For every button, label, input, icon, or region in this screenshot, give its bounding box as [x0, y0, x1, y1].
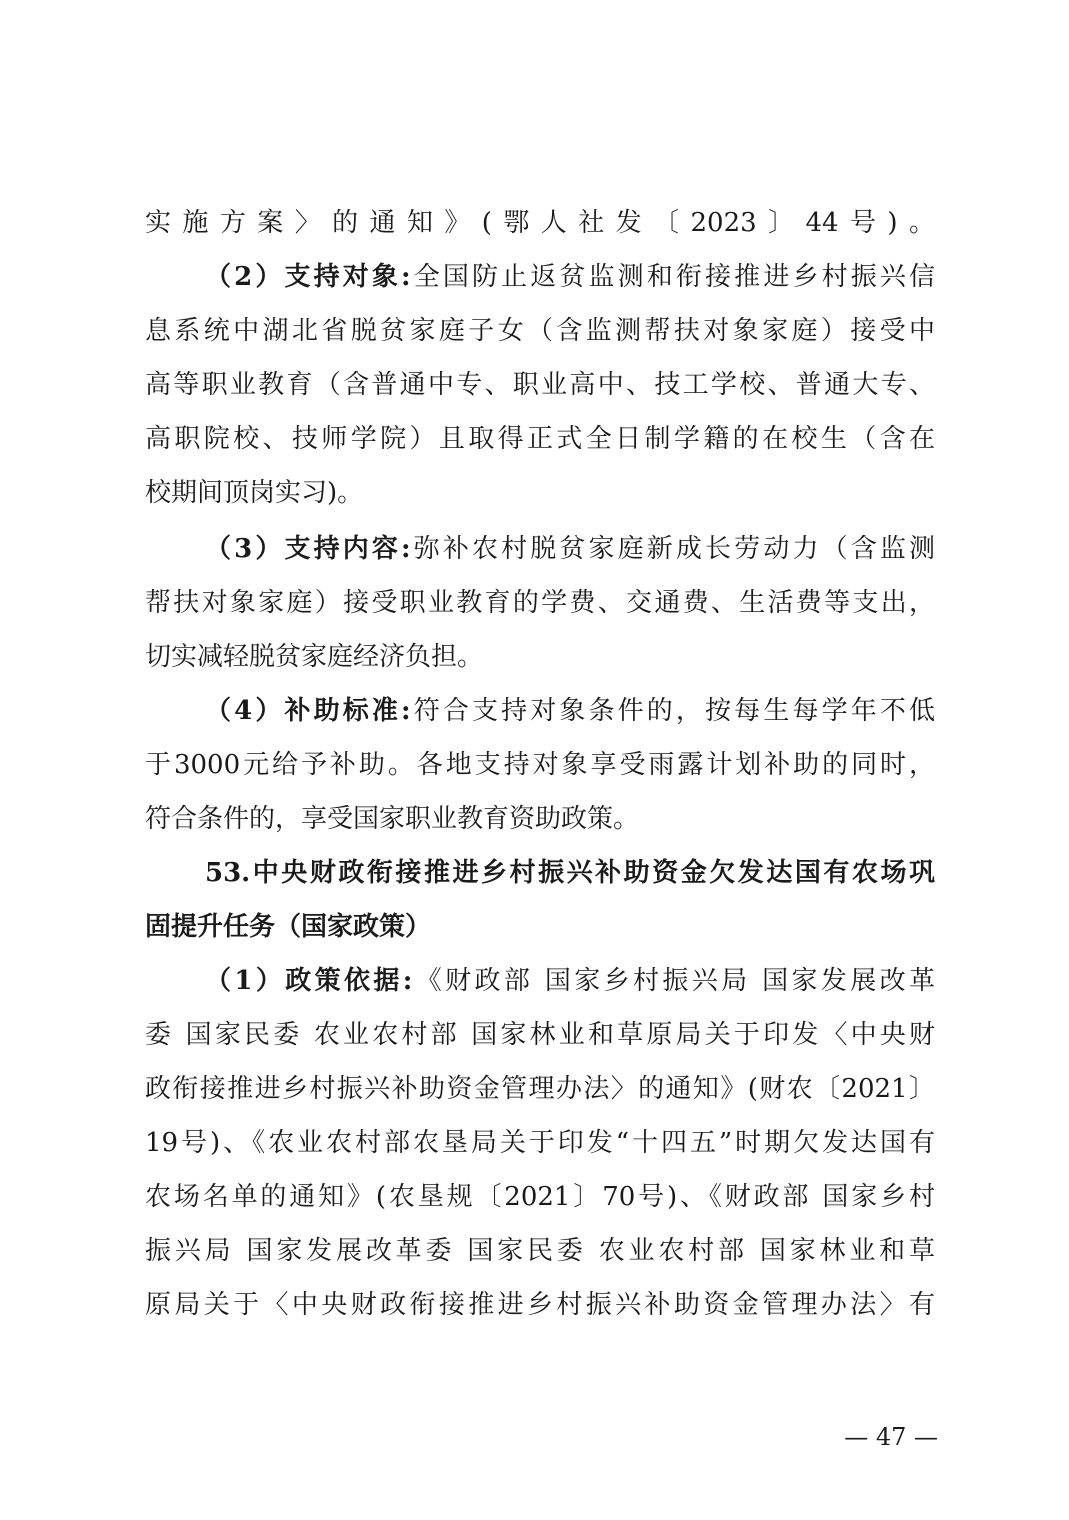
line-text: 委 国家民委 农业农村部 国家林业和草原局关于印发〈中央财 [145, 1020, 935, 1050]
body-line [205, 961, 935, 1001]
body-line [145, 745, 935, 785]
line-text: 符合支持对象条件的，按每生每学年不低 [410, 696, 935, 726]
body-line [145, 1015, 935, 1055]
body-line [205, 691, 935, 731]
line-text: 农场名单的通知》(农垦规〔2021〕70号)、《财政部 国家乡村 [145, 1182, 935, 1212]
line-text: 弥补农村脱贫家庭新成长劳动力（含监测 [410, 534, 935, 564]
body-line [145, 473, 935, 513]
page-number: — 47 — [844, 1423, 938, 1451]
line-text: 高职院校、技师学院）且取得正式全日制学籍的在校生（含在 [145, 424, 935, 454]
body-line [205, 529, 935, 569]
line-text: 校期间顶岗实习)。 [145, 478, 364, 508]
line-text: 振兴局 国家发展改革委 国家民委 农业农村部 国家林业和草 [145, 1236, 935, 1266]
body-line [145, 1123, 935, 1163]
line-text: 息系统中湖北省脱贫家庭子女（含监测帮扶对象家庭）接受中 [145, 316, 935, 346]
item-label: （1）政策依据: [205, 966, 413, 996]
line-text: 政衔接推进乡村振兴补助资金管理办法〉的通知》(财农〔2021〕 [145, 1074, 935, 1104]
section-heading [145, 907, 935, 947]
line-text: 全国防止返贫监测和衔接推进乡村振兴信 [410, 262, 935, 292]
line-text: 于3000元给予补助。各地支持对象享受雨露计划补助的同时， [145, 750, 935, 780]
line-text: 《财政部 国家乡村振兴局 国家发展改革 [412, 966, 935, 996]
body-line [145, 637, 935, 677]
body-line [145, 1231, 935, 1271]
body-line [145, 203, 935, 243]
heading-text: 53.中央财政衔接推进乡村振兴补助资金欠发达国有农场巩 [205, 858, 935, 888]
body-line [145, 311, 935, 351]
line-text: 切实减轻脱贫家庭经济负担。 [145, 642, 484, 672]
body-line [145, 365, 935, 405]
line-text: 实施方案〉的通知》(鄂人社发〔2023〕44号)。 [145, 208, 935, 238]
body-line [145, 1285, 935, 1325]
item-label: （3）支持内容: [205, 534, 411, 564]
line-text: 原局关于〈中央财政衔接推进乡村振兴补助资金管理办法〉有 [145, 1290, 935, 1320]
line-text: 帮扶对象家庭）接受职业教育的学费、交通费、生活费等支出， [145, 588, 935, 618]
line-text: 19号)、《农业农村部农垦局关于印发“十四五”时期欠发达国有 [145, 1128, 935, 1158]
body-line [205, 257, 935, 297]
body-line [145, 1069, 935, 1109]
body-line [145, 1177, 935, 1217]
line-text: 高等职业教育（含普通中专、职业高中、技工学校、普通大专、 [145, 370, 935, 400]
item-label: （4）补助标准: [205, 696, 411, 726]
item-label: （2）支持对象: [205, 262, 411, 292]
body-line [145, 583, 935, 623]
line-text: 符合条件的，享受国家职业教育资助政策。 [145, 804, 640, 834]
body-line [145, 419, 935, 459]
body-line [145, 799, 935, 839]
heading-text: 固提升任务（国家政策） [145, 912, 432, 942]
section-heading [205, 853, 935, 893]
